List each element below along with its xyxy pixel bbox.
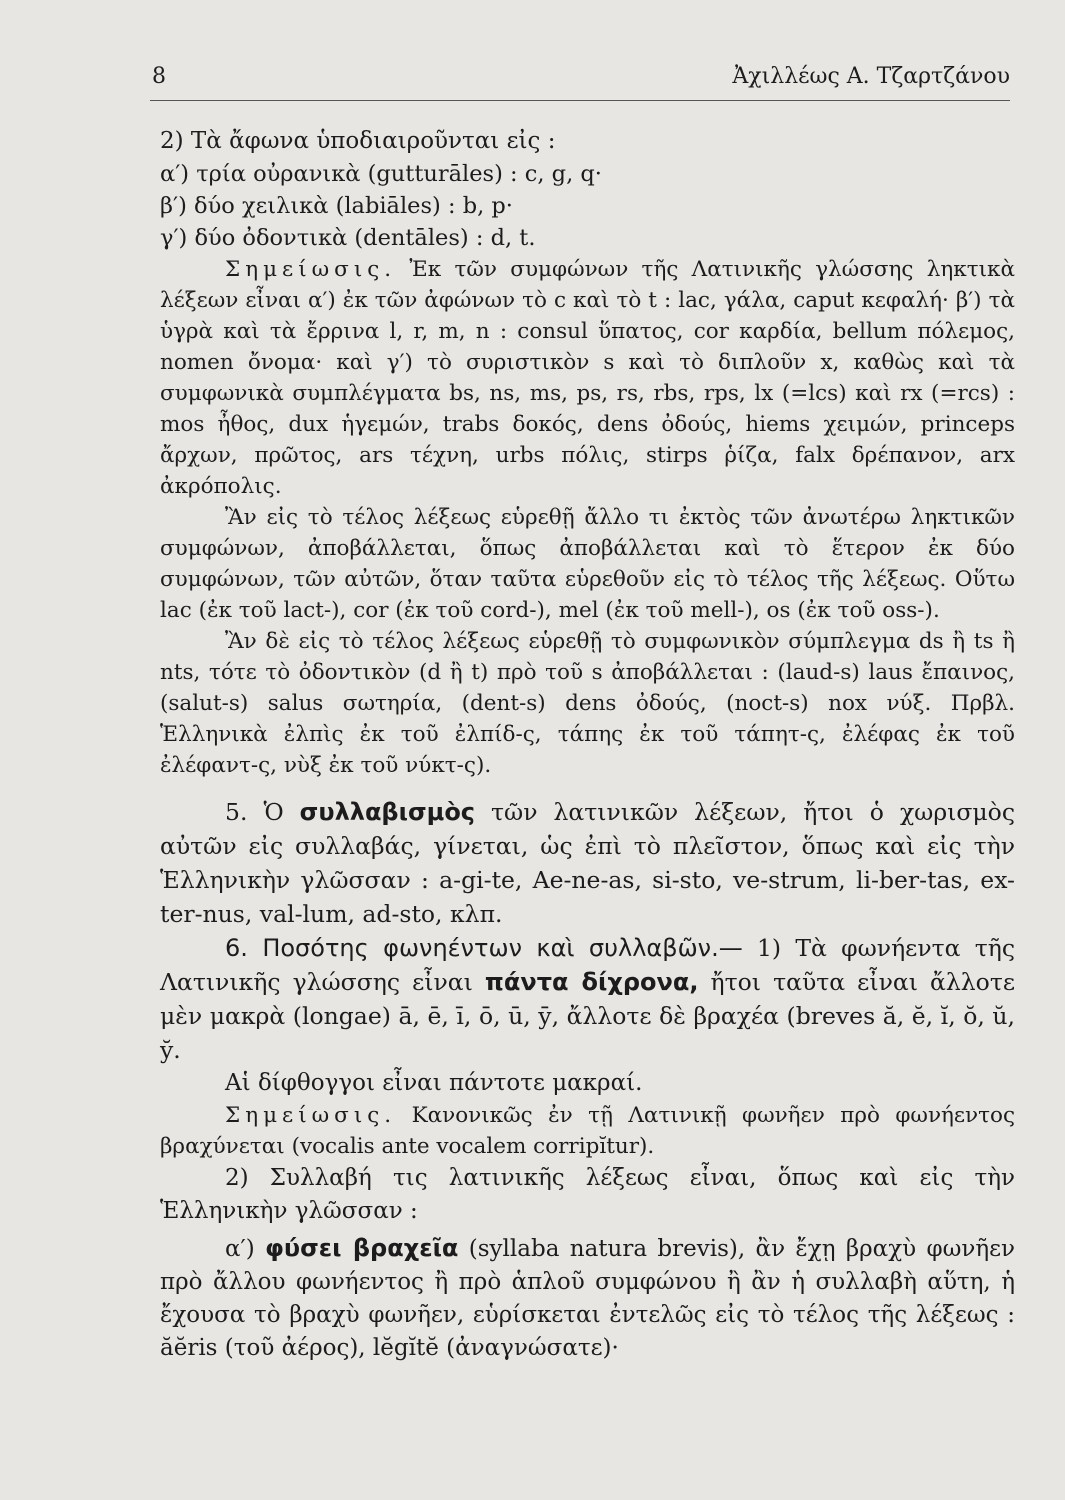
page-header (150, 60, 1010, 101)
syllables-intro: 2) Συλλαβή τις λατινικῆς λέξεως εἶναι, ὅπως καὶ εἰς τὴν Ἑλληνικὴν γλῶσσαν : (160, 1165, 1015, 1224)
section-syllabification: 5. Ὁ συλλαβισμὸς τῶν λατινικῶν λέξεων, ἤτοι ὁ χωρισμὸς αὐτῶν εἰς συλλαβάς, γίνεται, ὡς ἐπὶ τὸ πλεῖστον, ὅπως καὶ εἰς τὴν Ἑλληνικὴν γλῶσσαν : a-gi-te, Ae-ne-as, si-sto, ve-strum, li-ber-tas, ex-ter-nus, val-lum, ad-sto, κλπ. (160, 798, 1015, 928)
note-text: Κανονικῶς ἐν τῇ Λατινικῇ φωνῆεν πρὸ φωνήεντος βραχύνεται (vocalis ante vocalem corripĭtur). (160, 1103, 1015, 1159)
diphthongs-line: Αἱ δίφθογγοι εἶναι πάντοτε μακραί. (225, 1070, 643, 1096)
syllable-short-by-nature: α′) φύσει βραχεῖα (syllaba natura brevis), ἂν ἔχῃ βραχὺ φωνῆεν πρὸ ἄλλου φωνήεντος ἢ πρὸ ἁπλοῦ συμφώνου ἢ ἂν ἡ συλλαβὴ αὕτη, ἡ ἔχουσα τὸ βραχὺ φωνῆεν, εὑρίσκεται ἐντελῶς εἰς τὸ τέλος τῆς λέξεως : ăĕris (τοῦ ἀέρος), lĕgĭtĕ (ἀναγνώσατε)· (160, 1234, 1015, 1361)
note-label: Σημείωσις. (225, 1103, 397, 1128)
emphasis-term: πάντα δίχρονα, (484, 968, 699, 996)
note-text: Ἐκ τῶν συμφώνων τῆς Λατινικῆς γλώσσης ληκτικὰ λέξεων εἶναι α′) ἐκ τῶν ἀφώνων τὸ c καὶ τὸ t : lac, γάλα, caput κεφαλή· β′) τὰ ὑγρὰ καὶ τὰ ἔρρινα l, r, m, n : consul ὕπατος, cor καρδία, bellum πόλεμος, nomen ὄνομα· καὶ γ′) τὸ συριστικὸν s καὶ τὸ διπλοῦν x, καθὼς καὶ τὰ συμφωνικὰ συμπλέγματα bs, ns, ms, ps, rs, rbs, rps, lx (=lcs) καὶ rx (=rcs) : mos ἦθος, dux ἡγεμών, trabs δοκός, dens ὀδούς, hiems χειμών, princeps ἄρχων, πρῶτος, ars τέχνη, urbs πόλις, stirps ῥίζα, falx δρέπανον, arx ἀκρόπολις. (160, 257, 1015, 499)
note-paragraph (160, 254, 1015, 502)
note-final-consonants (160, 254, 1015, 781)
page-number: 8 (152, 64, 166, 89)
consonants-intro: 2) Τὰ ἄφωνα ὑποδιαιροῦνται εἰς : (160, 128, 556, 154)
section-text: τῶν λατινικῶν λέξεων, ἤτοι ὁ χωρισμὸς αὐτῶν εἰς συλλαβάς, γίνεται, ὡς ἐπὶ τὸ πλεῖστον, ὅπως καὶ εἰς τὴν Ἑλληνικὴν γλῶσσαν : a-gi-te, Ae-ne-as, si-sto, ve-strum, li-ber-tas, ex-ter-nus, val-lum, ad-sto, κλπ. (160, 798, 1015, 928)
page-body (160, 125, 1015, 1365)
section-number: 5. (225, 798, 248, 826)
running-title: Ἀχιλλέως Α. Τζαρτζάνου (732, 64, 1010, 89)
section-heading: 6. Ποσότης φωνηέντων καὶ συλλαβῶν.— (225, 934, 743, 962)
consonant-item-labials: β′) δύο χειλικὰ (labiāles) : b, p· (160, 193, 513, 219)
emphasis-term: φύσει βραχεῖα (265, 1234, 459, 1262)
note-label: Σημείωσις. (225, 257, 397, 282)
section-vowel-quantity: 6. Ποσότης φωνηέντων καὶ συλλαβῶν.— 1) Τὰ φωνήεντα τῆς Λατινικῆς γλώσσης εἶναι πάντα δίχρονα, ἤτοι ταῦτα εἶναι ἄλλοτε μὲν μακρὰ (longae) ā, ē, ī, ō, ū, ȳ, ἄλλοτε δὲ βραχέα (breves ă, ĕ, ĭ, ŏ, ŭ, y̆. (160, 934, 1016, 1064)
consonant-item-dentals: γ′) δύο ὀδοντικὰ (dentāles) : d, t. (160, 225, 536, 251)
consonant-item-gutturals: α′) τρία οὐρανικὰ (gutturāles) : c, g, q· (160, 161, 602, 187)
note-paragraph-dropped-consonants: Ἂν εἰς τὸ τέλος λέξεως εὑρεθῇ ἄλλο τι ἐκτὸς τῶν ἀνωτέρω ληκτικῶν συμφώνων, ἀποβάλλεται, ὅπως ἀποβάλλεται καὶ τὸ ἕτερον ἐκ δύο συμφώνων, τῶν αὐτῶν, ὅταν ταῦτα εὑρεθοῦν εἰς τὸ τέλος τῆς λέξεως. Οὕτω lac (ἐκ τοῦ lact-), cor (ἐκ τοῦ cord-), mel (ἐκ τοῦ mell-), os (ἐκ τοῦ oss-). (160, 505, 1015, 623)
section-term: συλλαβισμὸς (299, 798, 476, 826)
note-vowel-before-vowel (160, 1100, 1015, 1162)
note-paragraph-dental-loss: Ἂν δὲ εἰς τὸ τέλος λέξεως εὑρεθῇ τὸ συμφωνικὸν σύμπλεγμα ds ἢ ts ἢ nts, τότε τὸ ὀδοντικὸν (d ἢ t) πρὸ τοῦ s ἀποβάλλεται : (laud-s) laus ἔπαινος, (salut-s) salus σωτηρία, (dent-s) dens ὀδούς, (noct-s) nox νύξ. Πρβλ. Ἑλληνικὰ ἐλπὶς ἐκ τοῦ ἐλπίδ-ς, τάπης ἐκ τοῦ τάπητ-ς, ἐλέφας ἐκ τοῦ ἐλέφαντ-ς, νὺξ ἐκ τοῦ νύκτ-ς). (160, 629, 1015, 778)
